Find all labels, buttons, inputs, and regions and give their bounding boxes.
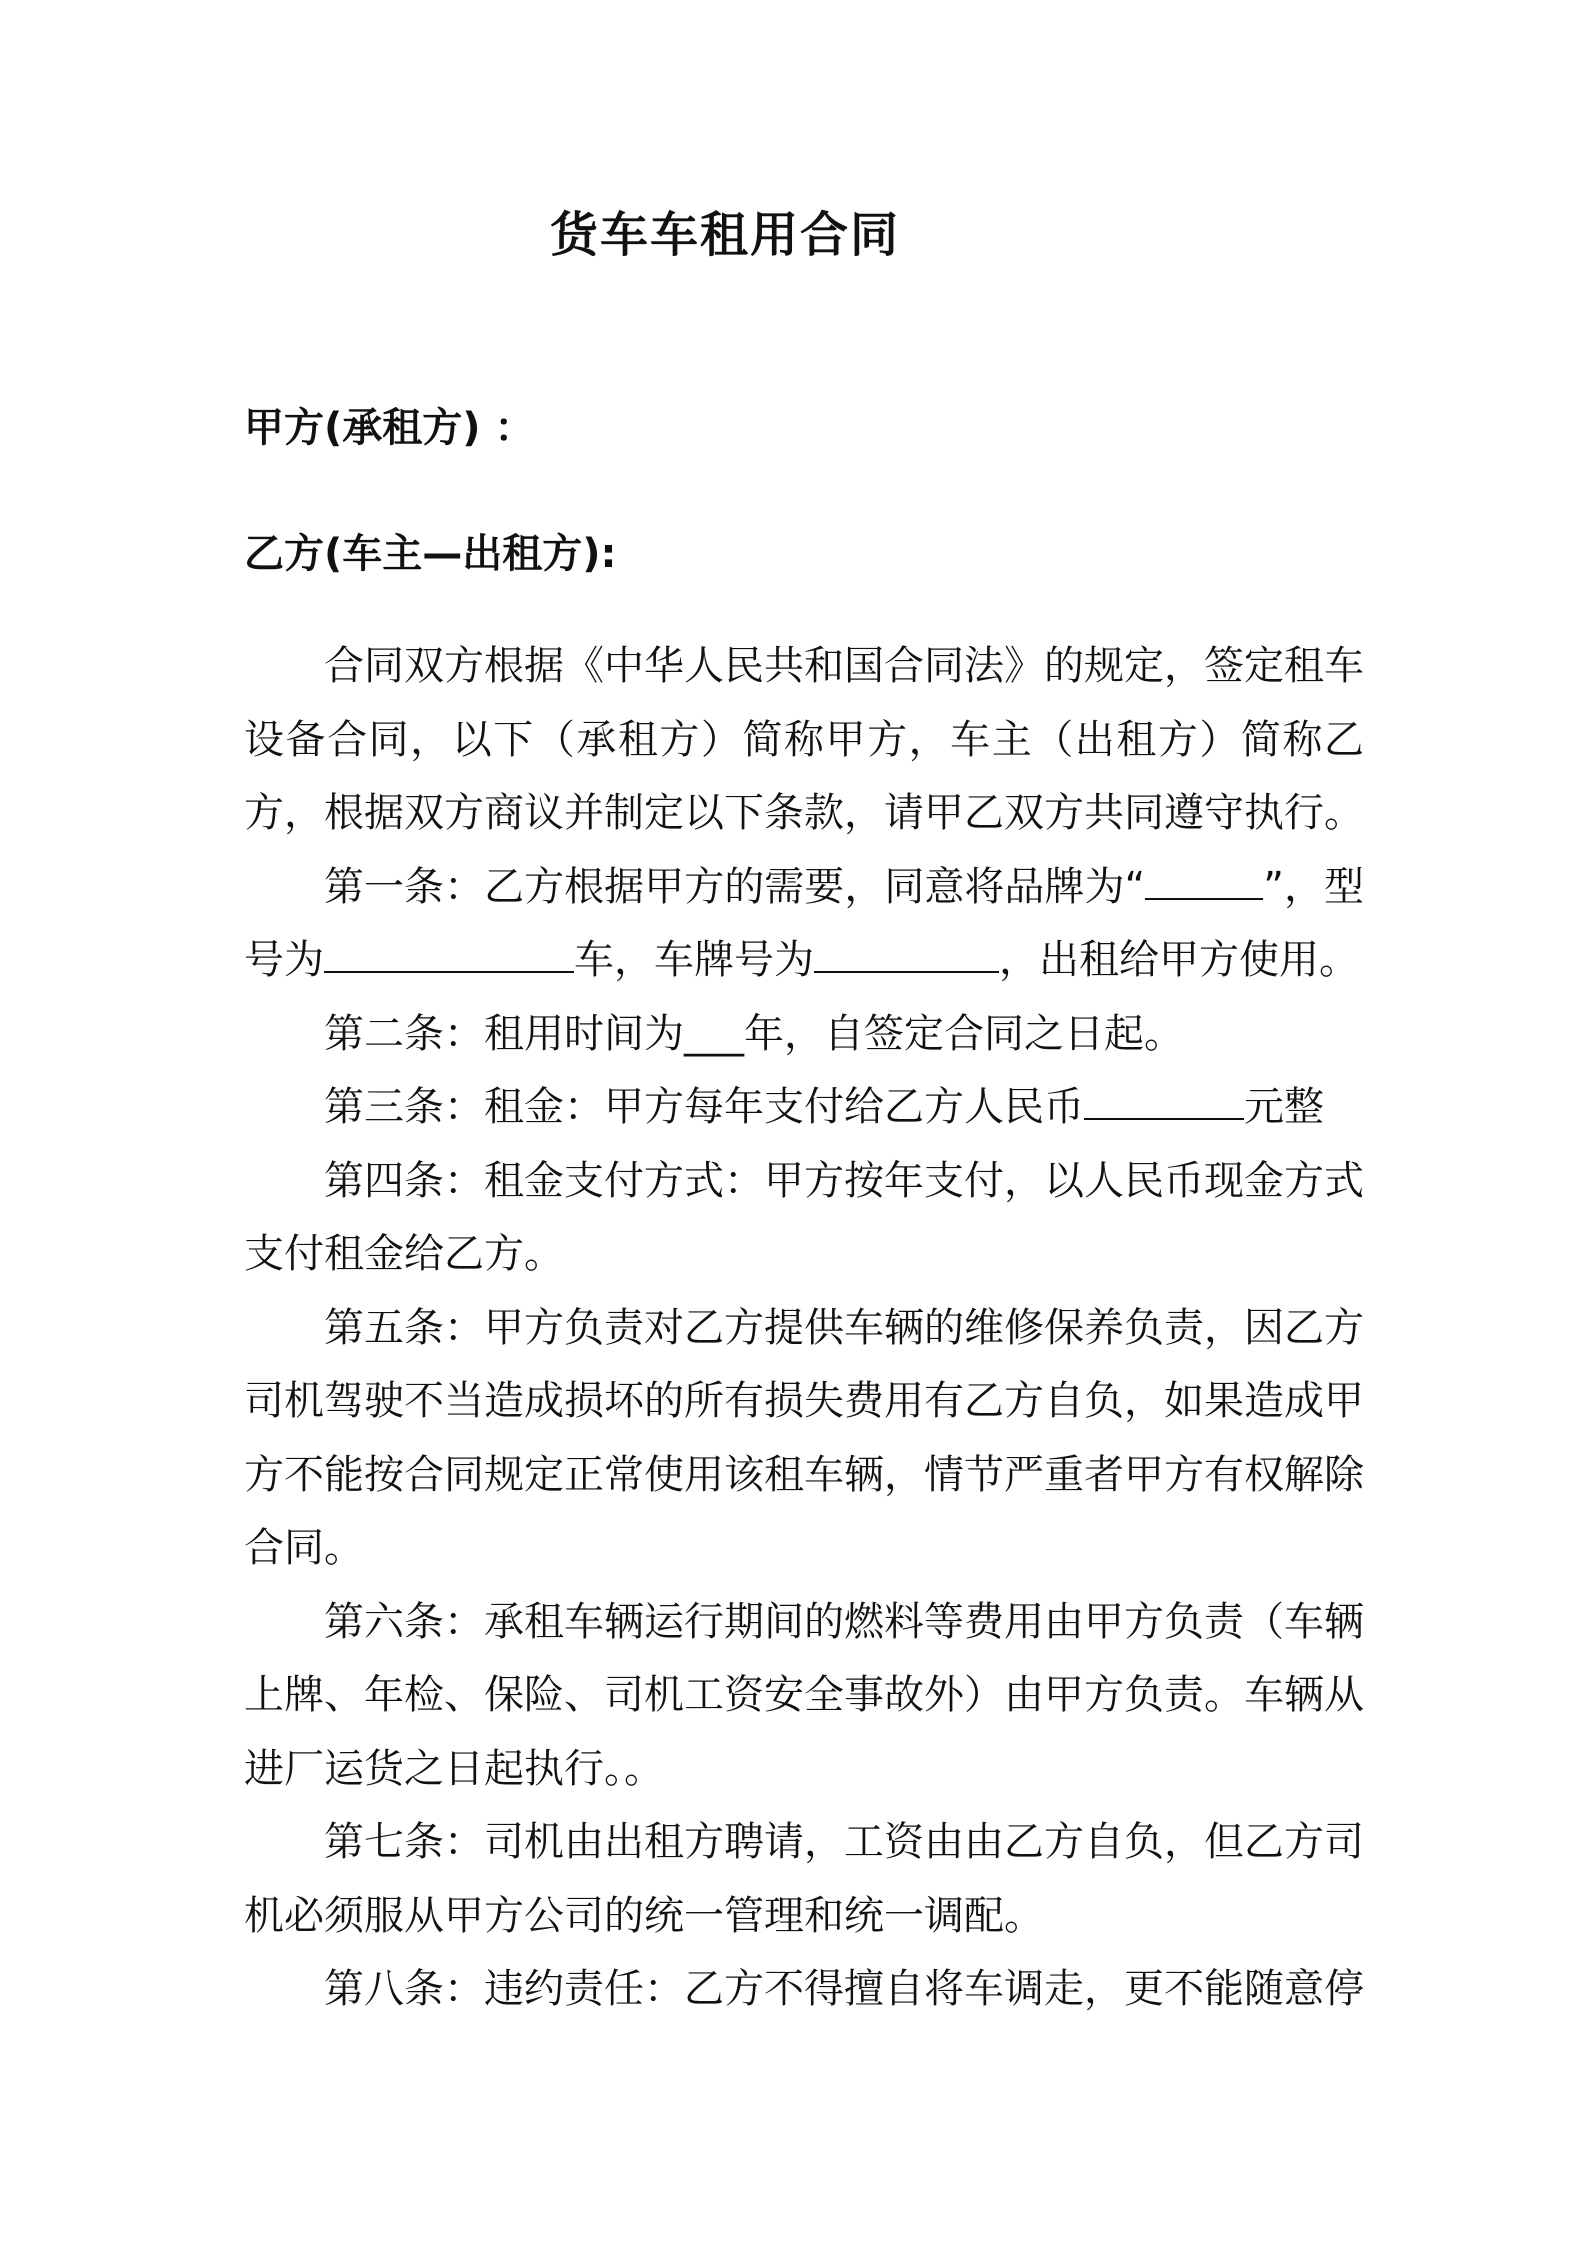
article-7: 第七条：司机由出租方聘请，工资由由乙方自负，但乙方司机必须服从甲方公司的统一管理和统一调配。 — [244, 1819, 1364, 1939]
article-1-text-c: 车，车牌号为 — [574, 937, 814, 983]
article-4: 第四条：租金支付方式：甲方按年支付，以人民币现金方式支付租金给乙方。 — [244, 1157, 1364, 1277]
party-b-label: 乙方(车主—出租方): — [244, 531, 617, 577]
article-3 — [244, 1071, 1364, 1145]
article-1 — [244, 851, 1364, 998]
contract-body — [244, 630, 1364, 2027]
party-a-label: 甲方(承租方) ： — [244, 405, 535, 451]
article-8: 第八条：违约责任：乙方不得擅自将车调走，更不能随意停 — [324, 1966, 1364, 2012]
article-3-text-a: 第三条：租金：甲方每年支付给乙方人民币 — [324, 1084, 1084, 1130]
article-1-text-b: ”，型号为 — [244, 863, 1364, 983]
article-5: 第五条：甲方负责对乙方提供车辆的维修保养负责，因乙方司机驾驶不当造成损坏的所有损失费用有乙方自负，如果造成甲方不能按合同规定正常使用该租车辆，情节严重者甲方有权解除合同。 — [244, 1304, 1364, 1571]
article-1-text-a: 第一条：乙方根据甲方的需要，同意将品牌为“ — [324, 863, 1146, 910]
model-blank — [324, 927, 574, 973]
article-2: 第二条：租用时间为___年，自签定合同之日起。 — [324, 1010, 1184, 1057]
article-3-text-b: 元整 — [1244, 1084, 1324, 1130]
rent-amount-blank — [1084, 1074, 1244, 1120]
plate-blank — [814, 927, 999, 973]
article-6: 第六条：承租车辆运行期间的燃料等费用由甲方负责（车辆上牌、年检、保险、司机工资安全事故外）由甲方负责。车辆从进厂运货之日起执行。。 — [244, 1598, 1364, 1792]
document-title: 货车车租用合同 — [549, 207, 900, 263]
brand-blank — [1145, 854, 1263, 900]
intro-paragraph: 合同双方根据《中华人民共和国合同法》的规定，签定租车设备合同，以下（承租方）简称甲方，车主（出租方）简称乙方，根据双方商议并制定以下条款，请甲乙双方共同遵守执行。 — [244, 643, 1364, 836]
article-1-text-d: ，出租给甲方使用。 — [999, 937, 1359, 983]
